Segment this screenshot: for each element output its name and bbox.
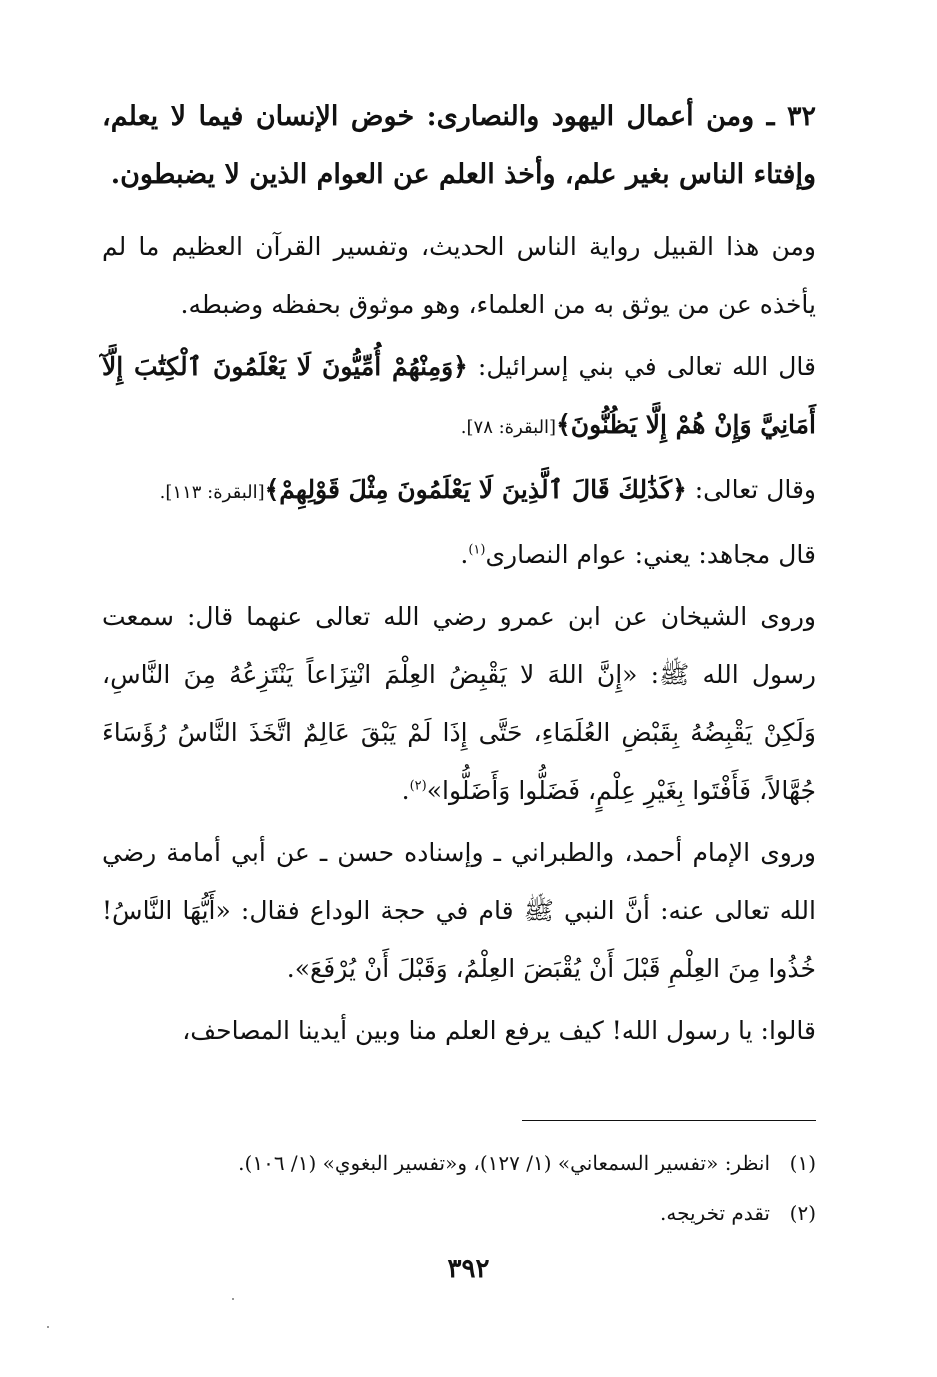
verse-reference: [البقرة: ٧٨]. — [460, 417, 557, 438]
footnote-marker: (١) — [468, 542, 486, 558]
paragraph-quran-baqarah — [102, 461, 816, 522]
paragraph-hadith-narration: ومن هذا القبيل رواية الناس الحديث، وتفسير القرآن العظيم ما لم يأخذه عن من يوثق به من العلماء، وهو موثوق بحفظه وضبطه. — [102, 232, 816, 319]
scan-speck — [47, 1326, 49, 1328]
page-body — [102, 88, 816, 1064]
hadith-text: وروى الشيخان عن ابن عمرو رضي الله تعالى عنهما قال: سمعت رسول الله ﷺ: «إِنَّ اللهَ لا يَقْبِضُ العِلْمَ انْتِزَاعاً يَنْتَزِعُهُ مِنَ النَّاسِ، وَلَكِنْ يَقْبِضُهُ بِقَبْضِ العُلَمَاءِ، حَتَّى إِذَا لَمْ يَبْقَ عَالِمٌ اتَّخَذَ النَّاسُ رُؤَسَاءَ جُهَّالاً، فَأَفْتَوا بِغَيْرِ عِلْمٍ، فَضَلُّوا وَأَضَلُّوا» — [102, 602, 816, 805]
paragraph-quran-israel — [102, 338, 816, 457]
quran-verse: ﴿وَمِنْهُمْ أُمِّيُّونَ لَا يَعْلَمُونَ ٱلْكِتَٰبَ إِلَّآ أَمَانِيَّ وَإِنْ هُمْ إِلَّا يَظُنُّونَ﴾ — [102, 352, 816, 439]
paragraph-question: قالوا: يا رسول الله! كيف يرفع العلم منا وبين أيدينا المصاحف، — [182, 1016, 816, 1045]
footnote-number: (١) — [789, 1151, 816, 1175]
quran-intro-text: قال الله تعالى في بني إسرائيل: — [467, 352, 817, 381]
scan-speck — [232, 1298, 234, 1300]
footnote-divider — [522, 1120, 816, 1121]
mujahid-text: قال مجاهد: يعني: عوام النصارى — [485, 540, 816, 569]
footnote-marker: (٢) — [409, 778, 427, 794]
footnote-text: انظر: «تفسير السمعاني» (١/ ١٢٧)، و«تفسير البغوي» (١/ ١٠٦). — [238, 1151, 770, 1175]
sentence-end: . — [460, 540, 469, 569]
footnote-number: (٢) — [789, 1201, 816, 1225]
page-number: ٣٩٢ — [447, 1254, 490, 1284]
quran-verse: ﴿كَذَٰلِكَ قَالَ ٱلَّذِينَ لَا يَعْلَمُونَ مِثْلَ قَوْلِهِمْ﴾ — [264, 475, 687, 504]
verse-reference: [البقرة: ١١٣]. — [159, 482, 265, 503]
footnote-2 — [116, 1188, 816, 1238]
section-heading-32: ٣٢ ـ ومن أعمال اليهود والنصارى: خوض الإنسان فيما لا يعلم، وإفتاء الناس بغير علم، وأخذ العلم عن العوام الذين لا يضبطون. — [102, 101, 816, 190]
paragraph-shaykhan-hadith — [102, 588, 816, 820]
footnotes — [116, 1138, 816, 1238]
paragraph-mujahid — [102, 526, 816, 584]
quran-intro-text: وقال تعالى: — [686, 475, 816, 504]
footnote-1 — [116, 1138, 816, 1188]
paragraph-abu-umamah: وروى الإمام أحمد، والطبراني ـ وإسناده حسن ـ عن أبي أمامة رضي الله تعالى عنه: أنَّ النبي ﷺ قام في حجة الوداع فقال: «أَيُّهَا النَّاسُ! خُذُوا مِنَ العِلْمِ قَبْلَ أَنْ يُقْبَضَ العِلْمُ، وَقَبْلَ أَنْ يُرْفَعَ». — [102, 838, 816, 983]
sentence-end: . — [401, 776, 410, 805]
footnote-text: تقدم تخريجه. — [660, 1201, 770, 1225]
